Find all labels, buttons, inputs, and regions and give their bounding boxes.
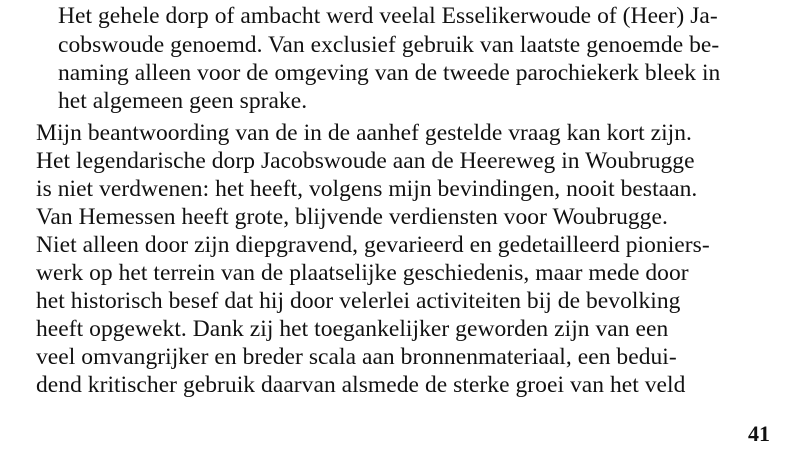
paragraph-1-line: Het gehele dorp of ambacht werd veelal Esselikerwoude of (Heer) Ja-	[58, 3, 718, 29]
paragraph-2-line: Van Hemessen heeft grote, blijvende verdiensten voor Woubrugge.	[36, 204, 668, 230]
paragraph-1-line: het algemeen geen sprake.	[58, 88, 308, 114]
paragraph-2-line: veel omvangrijker en breder scala aan bronnenmateriaal, een bedui-	[36, 344, 677, 370]
paragraph-2-line: Mijn beantwoording van de in de aanhef gestelde vraag kan kort zijn.	[36, 120, 692, 146]
paragraph-1-line: naming alleen voor de omgeving van de tweede parochiekerk bleek in	[58, 60, 721, 86]
paragraph-2-line: werk op het terrein van de plaatselijke geschiedenis, maar mede door	[36, 260, 689, 286]
paragraph-2-line: is niet verdwenen: het heeft, volgens mijn bevindingen, nooit bestaan.	[36, 176, 698, 202]
page-number: 41	[748, 421, 770, 446]
paragraph-2-line: het historisch besef dat hij door velerlei activiteiten bij de bevolking	[36, 288, 681, 314]
paragraph-1-line: cobswoude genoemd. Van exclusief gebruik van laatste genoemde be-	[58, 32, 720, 58]
paragraph-2-line: Niet alleen door zijn diepgravend, gevarieerd en gedetailleerd pioniers-	[36, 232, 710, 258]
paragraph-2-line: Het legendarische dorp Jacobswoude aan de Heereweg in Woubrugge	[36, 148, 695, 174]
paragraph-2-line: heeft opgewekt. Dank zij het toegankelijker geworden zijn van een	[36, 316, 669, 342]
paragraph-2-line: dend kritischer gebruik daarvan alsmede de sterke groei van het veld	[36, 372, 686, 398]
